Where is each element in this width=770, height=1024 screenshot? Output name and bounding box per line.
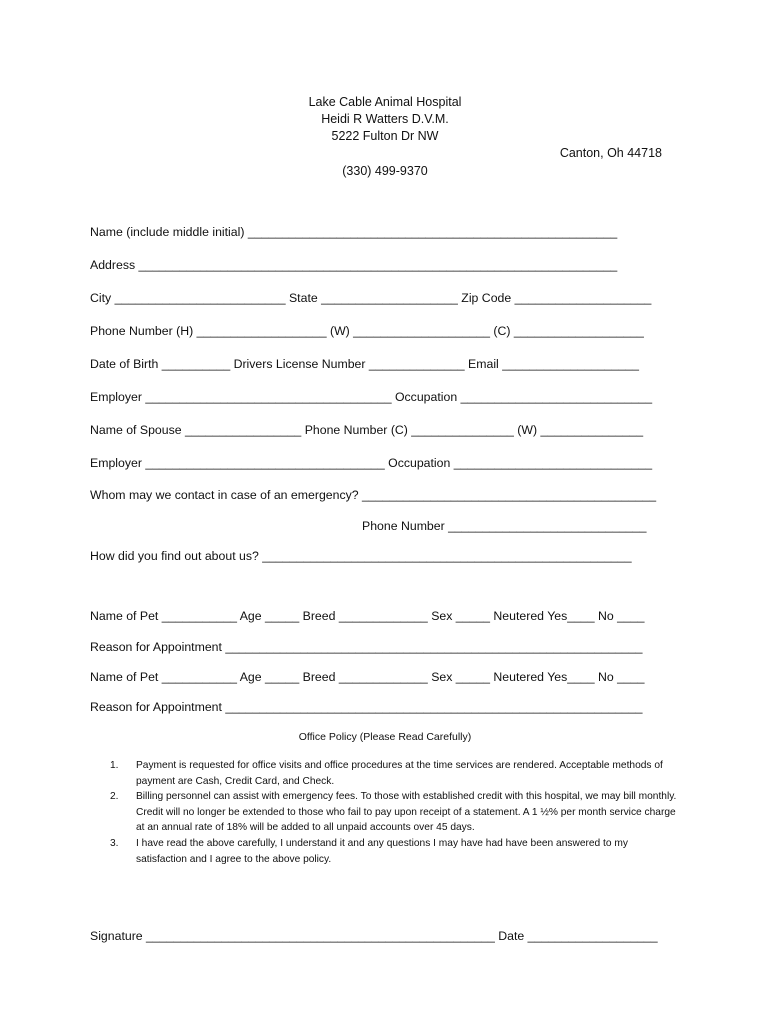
pet-2-field[interactable]: Name of Pet ___________ Age _____ Breed _____________ Sex _____ Neutered Yes____ No ____	[90, 670, 645, 684]
hospital-name: Lake Cable Animal Hospital	[308, 95, 462, 109]
policy-item-number: 3.	[110, 837, 119, 849]
policy-item-number: 1.	[110, 760, 119, 771]
address-field[interactable]: Address ______________________________________________________________________	[90, 258, 618, 272]
letterhead	[0, 94, 770, 145]
policy-item-text: Payment is requested for office visits and office procedures at the time services are rendered. Acceptable methods of payment are Cash, Credit Card, and Check.	[136, 760, 663, 787]
city-state-zip-field[interactable]: City _________________________ State ____________________ Zip Code ____________________	[90, 291, 652, 305]
policy-item	[110, 789, 680, 836]
referral-field[interactable]: How did you find out about us? ______________________________________________________	[90, 549, 632, 563]
name-field[interactable]: Name (include middle initial) ______________________________________________________	[90, 225, 618, 239]
doctor-name: Heidi R Watters D.V.M.	[321, 112, 449, 126]
hospital-phone: (330) 499-9370	[342, 164, 428, 178]
policy-list	[110, 758, 680, 867]
policy-item-number: 2.	[110, 791, 119, 803]
signature-date-field[interactable]: Signature ___________________________________________________ Date ___________________	[90, 929, 658, 943]
phone-numbers-field[interactable]: Phone Number (H) ___________________ (W) ____________________ (C) ___________________	[90, 324, 644, 338]
policy-title: Office Policy (Please Read Carefully)	[298, 731, 472, 743]
reason-2-field[interactable]: Reason for Appointment _____________________________________________________________	[90, 700, 643, 714]
pet-1-field[interactable]: Name of Pet ___________ Age _____ Breed _____________ Sex _____ Neutered Yes____ No ____	[90, 609, 645, 623]
employer-field[interactable]: Employer ____________________________________ Occupation ____________________________	[90, 390, 653, 404]
policy-item-text: I have read the above carefully, I understand it and any questions I may have had have been answered to my satisfaction and I agree to the above policy.	[136, 837, 628, 865]
emergency-phone-field[interactable]: Phone Number _____________________________	[362, 519, 647, 533]
reason-1-field[interactable]: Reason for Appointment _____________________________________________________________	[90, 640, 643, 654]
policy-item-text: Billing personnel can assist with emergency fees. To those with established credit with this hospital, we may bill monthly. Credit will no longer be extended to those who fail to pay upon receipt of a statement. A 1 ½% per month service charge at an annual rate of 18% will be added to all unpaid accounts over 45 days.	[136, 791, 677, 834]
city-state-zip: Canton, Oh 44718	[559, 146, 662, 160]
spouse-field[interactable]: Name of Spouse _________________ Phone Number (C) _______________ (W) _______________	[90, 423, 644, 437]
policy-item	[110, 836, 680, 867]
policy-item	[110, 758, 680, 789]
emergency-contact-field[interactable]: Whom may we contact in case of an emergency? ___________________________________________	[90, 488, 657, 502]
street-address: 5222 Fulton Dr NW	[331, 129, 439, 143]
dob-license-email-field[interactable]: Date of Birth __________ Drivers License Number ______________ Email ____________________	[90, 357, 639, 371]
spouse-employer-field[interactable]: Employer ___________________________________ Occupation _____________________________	[90, 456, 653, 470]
